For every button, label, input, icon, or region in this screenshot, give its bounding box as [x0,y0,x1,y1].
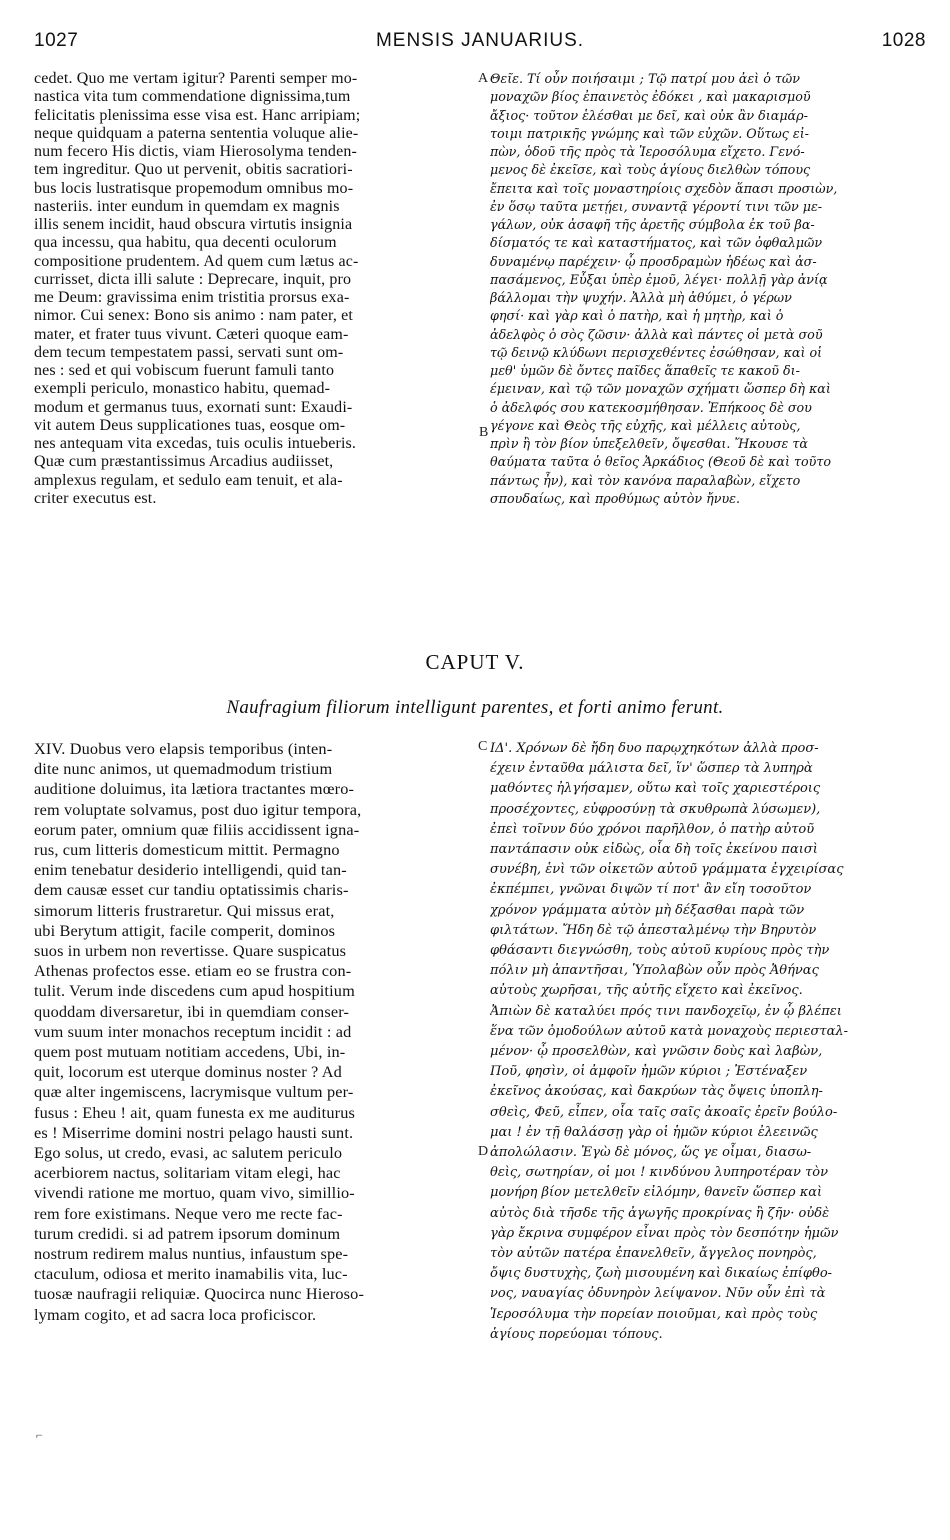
page-header [34,28,926,62]
margin-marker-c: C [478,739,488,754]
latin-column-top: cedet. Quo me vertam igitur? Parenti semper mo- nastica vita tum commendatione dignissima,tum felicitatis plenissima esse visa est. Hanc arripiam; neque quidquam a paterna sententia voluque alie- num fecero His dictis, viam Hierosolyma tenden- tem ingreditur. Quo ut pervenit, obitis sacratiori- bus locis lustratisque propemodum omnibus mo- nasteriis. inter eundum in quemdam ex magnis illis senem incidit, haud obscura virtutis insignia qua incessu, qua habitu, qua decenti oculorum compositione prudentem. Ad quem cum lætus ac- currisset, dicta illi salute : Deprecare, inquit, pro me Deum: gravissima enim tristitia prorsus exa- nimor. Cui senex: Bono sis animo : nam pater, et mater, et frater tuus vivunt. Cæteri quoque eam- dem tecum tempestatem passi, servati sunt om- nes : sed et qui vobiscum fuerunt famuli tanto exempli periculo, monastico habitu, quemad- modum et germanus tuus, exornati sunt: Exaudi- vit autem Deus supplicationes tuas, eosque om- nes antequam vita excedas, tuis oculis intueberis. Quæ cum præstantissimus Arcadius audiisset, amplexus regulam, et sedulo eam tenuit, et ala- criter executus est. [34,70,361,507]
page-number-left: 1027 [34,30,79,51]
latin-column-bottom: XIV. Duobus vero elapsis temporibus (inten- dite nunc animos, ut quemadmodum tristium auditione doluimus, ita lætiora tractantes mœro- rem voluptate solvamus, post duo igitur tempora, eorum pater, omnium quæ filiis accidissent igna- rus, cum litteris domesticum mittit. Permagno enim tenebatur desiderio intelligendi, quid tan- dem causæ esset cur tandiu optatissimis charis- simorum litteris frustraretur. Qui missus erat, ubi Berytum attigit, facile comperit, dominos suos in urbem non revertisse. Quare suspicatus Athenas profectos esse. etiam eo se frustra con- tulit. Verum inde discedens cum apud hospitium quoddam diversaretur, ibi in quemdiam conser- vum suum inter monachos receptum incidit : ad quem post mutuam notitiam accedens, Ubi, in- quit, locorum est uterque dominus noster ? Ad quæ alter ingemiscens, lacrymisque vultum per- fusus : Eheu ! ait, quam funesta ex me auditurus es ! Miserrime domini nostri pelago hausti sunt. Ego solus, ut credo, evasi, ac salutem periculo acerbiorem nactus, solitariam vitam elegi, hac vivendi ratione me mortuo, quam vivo, simillio- rem fore existimans. Neque vero me recte fac- turum credidi. si ad patrem ipsorum dominum nostrum redirem malus nuntius, infaustum spe- ctaculum, odiosa et merito inamabilis vita, luc- tuosæ naufragii reliquiæ. Quocirca nunc Hieroso- lymam cogito, et ad sacra loca proficiscor. [34,739,365,1324]
chapter-heading: CAPUT V. [425,650,525,674]
page-number-right: 1028 [881,30,926,51]
margin-marker-d: D [478,1144,489,1159]
margin-marker-a: A [478,71,489,86]
margin-marker-b: B [479,425,489,440]
greek-column-bottom: ΙΔ'. Χρόνων δὲ ἤδη δυο παρῳχηκότων ἀλλὰ προσ- έχειν ἐνταῦθα μάλιστα δεῖ, ἵν' ὥσπερ τὰ λυπηρὰ μαθόντες ἠλγήσαμεν, οὕτω καὶ τοῖς χαριεστέροις προσέχοντες, εὐφροσύνῃ τὰ σκυθρωπὰ λύσωμεν), ἐπεὶ τοῖνυν δύο χρόνοι παρῆλθον, ὁ πατὴρ αὐτοῦ παντάπασιν οὐκ εἰδὼς, οἷα δὴ τοῖς ἐκείνου παισὶ συνέβη, ἑνὶ τῶν οἰκετῶν αὐτοῦ γράμματα ἐγχειρίσας ἐκπέμπει, γνῶναι διψῶν τί ποτ' ἂν εἴη τοσοῦτον χρόνον γράμματα αὐτὸν μὴ δέξασθαι παρὰ τῶν φιλτάτων. Ἤδη δὲ τῷ ἀπεσταλμένῳ τὴν Βηρυτὸν φθάσαντι διεγνώσθη, τοὺς αὐτοῦ κυρίους πρὸς τὴν πόλιν μὴ ἀπαντῆσαι, Ὑπολαβὼν οὖν πρὸς Ἀθήνας αὐτοὺς χωρῆσαι, τῆς αὐτῆς εἴχετο καὶ ἐκεῖνος. Ἀπιὼν δὲ καταλύει πρός τινι πανδοχεῖῳ, ἐν ᾧ βλέπει ἕνα τῶν ὁμοδούλων αὐτοῦ κατὰ μοναχοὺς περιεσταλ- μένον· ᾧ προσελθὼν, καὶ γνῶσιν δοὺς καὶ λαβὼν, Ποῦ, φησὶν, οἱ ἀμφοῖν ἡμῶν κύριοι ; Ἐστέναξεν ἐκεῖνος ἀκούσας, καὶ δακρύων τὰς ὄψεις ὑποπλη- σθεὶς, Φεῦ, εἶπεν, οἷα ταῖς σαῖς ἀκοαῖς ἐρεῖν βούλο- μαι ! ἐν τῇ θαλάσσῃ γὰρ οἱ ἡμῶν κύριοι ἐλεεινῶς ἀπολώλασιν. Ἐγὼ δὲ μόνος, ὥς γε οἶμαι, διασω- θεὶς, σωτηρίαν, οἱ μοι ! κινδύνου λυπηροτέραν τὸν μονήρη βίον μετελθεῖν εἰλόμην, θανεῖν ὥσπερ καὶ αὐτὸς διὰ τῆσδε τῆς ἀγωγῆς προκρίνας ἢ ζῆν· οὐδὲ γὰρ ἔκρινα συμφέρον εἶναι πρὸς τὸν δεσπότην ἡμῶν τὸν αὐτῶν πατέρα ἐπανελθεῖν, ἄγγελος πονηρὸς, ὄψις δυστυχὴς, ζωὴ μισουμένη καὶ δικαίως ἐπίφθο- νος, ναυαγίας ὀδυνηρὸν λείψανον. Νῦν οὖν ἐπὶ τὰ Ἱεροσόλυμα τὴν πορείαν ποιοῦμαι, καὶ πρὸς τοὺς ἁγίους πορεύομαι τόπους. [490,741,848,1342]
running-title: MENSIS JANUARIUS. [375,30,585,51]
greek-column-top: Θεῖε. Τί οὖν ποιήσαιμι ; Τῷ πατρί μου ἀεὶ ὁ τῶν μοναχῶν βίος ἐπαινετὸς ἐδόκει , καὶ μακαρισμοῦ ἄξιος· τοῦτον ἑλέσθαι με δεῖ, καὶ οὐκ ἂν διαμάρ- τοιμι πατρικῆς γνώμης καὶ τῶν εὐχῶν. Οὕτως εἰ- πὼν, ὁδοῦ τῆς πρὸς τὰ Ἱεροσόλυμα εἴχετο. Γενό- μενος δὲ ἐκεῖσε, καὶ τοὺς ἁγίους διελθὼν τόπους ἔπειτα καὶ τοῖς μοναστηρίοις σχεδὸν ἅπασι προσιὼν, ἐν ὅσῳ ταῦτα μετῄει, συναντᾷ γέροντί τινι τῶν με- γάλων, οὐκ ἀσαφῆ τῆς ἀρετῆς σύμβολα ἐκ τοῦ βα- δίσματός τε καὶ καταστήματος, καὶ τῶν ὀφθαλμῶν δυναμένῳ παρέχειν· ᾧ προσδραμὼν ἡδέως καὶ ἀσ- πασάμενος, Εὖξαι ὑπὲρ ἐμοῦ, λέγει· πολλῇ γὰρ ἀνίᾳ βάλλομαι τὴν ψυχήν. Ἀλλὰ μὴ ἀθύμει, ὁ γέρων φησί· καὶ γὰρ καὶ ὁ πατὴρ, καὶ ἡ μητὴρ, καὶ ὁ ἀδελφὸς ὁ σὸς ζῶσιν· ἀλλὰ καὶ πάντες οἱ μετὰ σοῦ τῷ δεινῷ κλύδωνι περισχεθέντες ἐσώθησαν, καὶ οἱ μεθ' ὑμῶν δὲ ὄντες παῖδες ἅπαθεῖς τε κακοῦ δι- έμειναν, καὶ τῷ τῶν μοναχῶν σχήματι ὥσπερ δὴ καὶ ὁ ἀδελφός σου κατεκοσμήθησαν. Ἐπήκοος δὲ σου γέγονε καὶ Θεὸς τῆς εὐχῆς, καὶ μέλλεις αὐτοὺς, πρὶν ἢ τὸν βίον ὑπεξελθεῖν, ὄψεσθαι. Ἤκουσε τὰ θαύματα ταῦτα ὁ θεῖος Ἀρκάδιος (Θεοῦ δὲ καὶ τοῦτο πάντως ἦν), καὶ τὸν κανόνα παραλαβὼν, εἴχετο σπουδαίως, καὶ προθύμως αὐτὸν ἤνυε. [490,71,838,506]
chapter-subtitle: Naufragium filiorum intelligunt parentes, et forti animo ferunt. [226,697,724,718]
footer-mark: ⌐ [36,1428,43,1442]
